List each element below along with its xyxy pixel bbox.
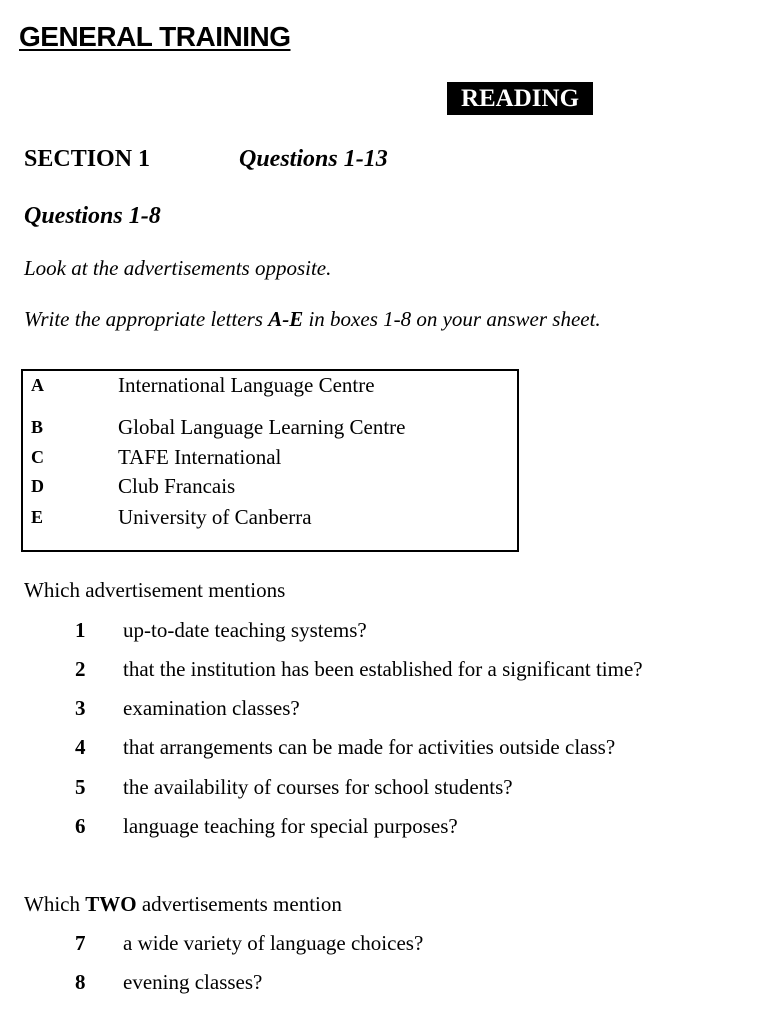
advertisement-row: [23, 503, 517, 531]
advertisement-list-box: [21, 369, 519, 552]
prompt-2-end: advertisements mention: [136, 892, 342, 916]
question-text: up-to-date teaching systems?: [123, 618, 367, 642]
question-prompt-2: [24, 890, 342, 918]
question-text: the availability of courses for school students?: [123, 775, 513, 799]
reading-badge: READING: [447, 82, 593, 115]
question-text: evening classes?: [123, 970, 263, 994]
instruction-line-2-start: Write the appropriate letters: [24, 307, 269, 331]
question-text: that arrangements can be made for activities outside class?: [123, 735, 616, 759]
question-text: a wide variety of language choices?: [123, 931, 424, 955]
section-label: SECTION 1: [24, 146, 151, 172]
instruction-letter-range: A-E: [268, 307, 304, 331]
section-heading: [24, 143, 388, 175]
section-questions-range: Questions 1-13: [239, 146, 388, 172]
advertisement-name: Club Francais: [118, 474, 236, 498]
instruction-line-1: Look at the advertisements opposite.: [24, 256, 332, 280]
question-number: 1: [75, 618, 86, 642]
advertisement-name: International Language Centre: [118, 373, 375, 397]
question-number: 6: [75, 814, 86, 838]
question-text: that the institution has been established for a significant time?: [123, 657, 643, 681]
advertisement-letter: A: [31, 375, 44, 395]
questions-subheading: Questions 1-8: [24, 203, 161, 229]
question-text: language teaching for special purposes?: [123, 814, 458, 838]
question-text: examination classes?: [123, 696, 300, 720]
advertisement-row: [23, 413, 517, 441]
advertisement-letter: D: [31, 476, 44, 496]
advertisement-letter: B: [31, 417, 44, 437]
instruction-line-2: [24, 305, 601, 333]
question-number: 3: [75, 696, 86, 720]
advertisement-name: University of Canberra: [118, 505, 312, 529]
advertisement-name: TAFE International: [118, 445, 282, 469]
page-title: GENERAL TRAINING: [19, 21, 291, 52]
question-number: 8: [75, 970, 86, 994]
instruction-line-2-end: in boxes 1-8 on your answer sheet.: [303, 307, 601, 331]
question-number: 4: [75, 735, 86, 759]
advertisement-letter: E: [31, 507, 44, 527]
advertisement-row: [23, 371, 517, 399]
advertisement-row: [23, 472, 517, 500]
prompt-2-emphasis: TWO: [85, 892, 137, 916]
prompt-2-start: Which: [24, 892, 86, 916]
question-prompt-1: Which advertisement mentions: [24, 578, 286, 602]
advertisement-row: [23, 443, 517, 471]
advertisement-name: Global Language Learning Centre: [118, 415, 406, 439]
advertisement-letter: C: [31, 447, 44, 467]
question-number: 2: [75, 657, 86, 681]
question-number: 7: [75, 931, 86, 955]
question-number: 5: [75, 775, 86, 799]
